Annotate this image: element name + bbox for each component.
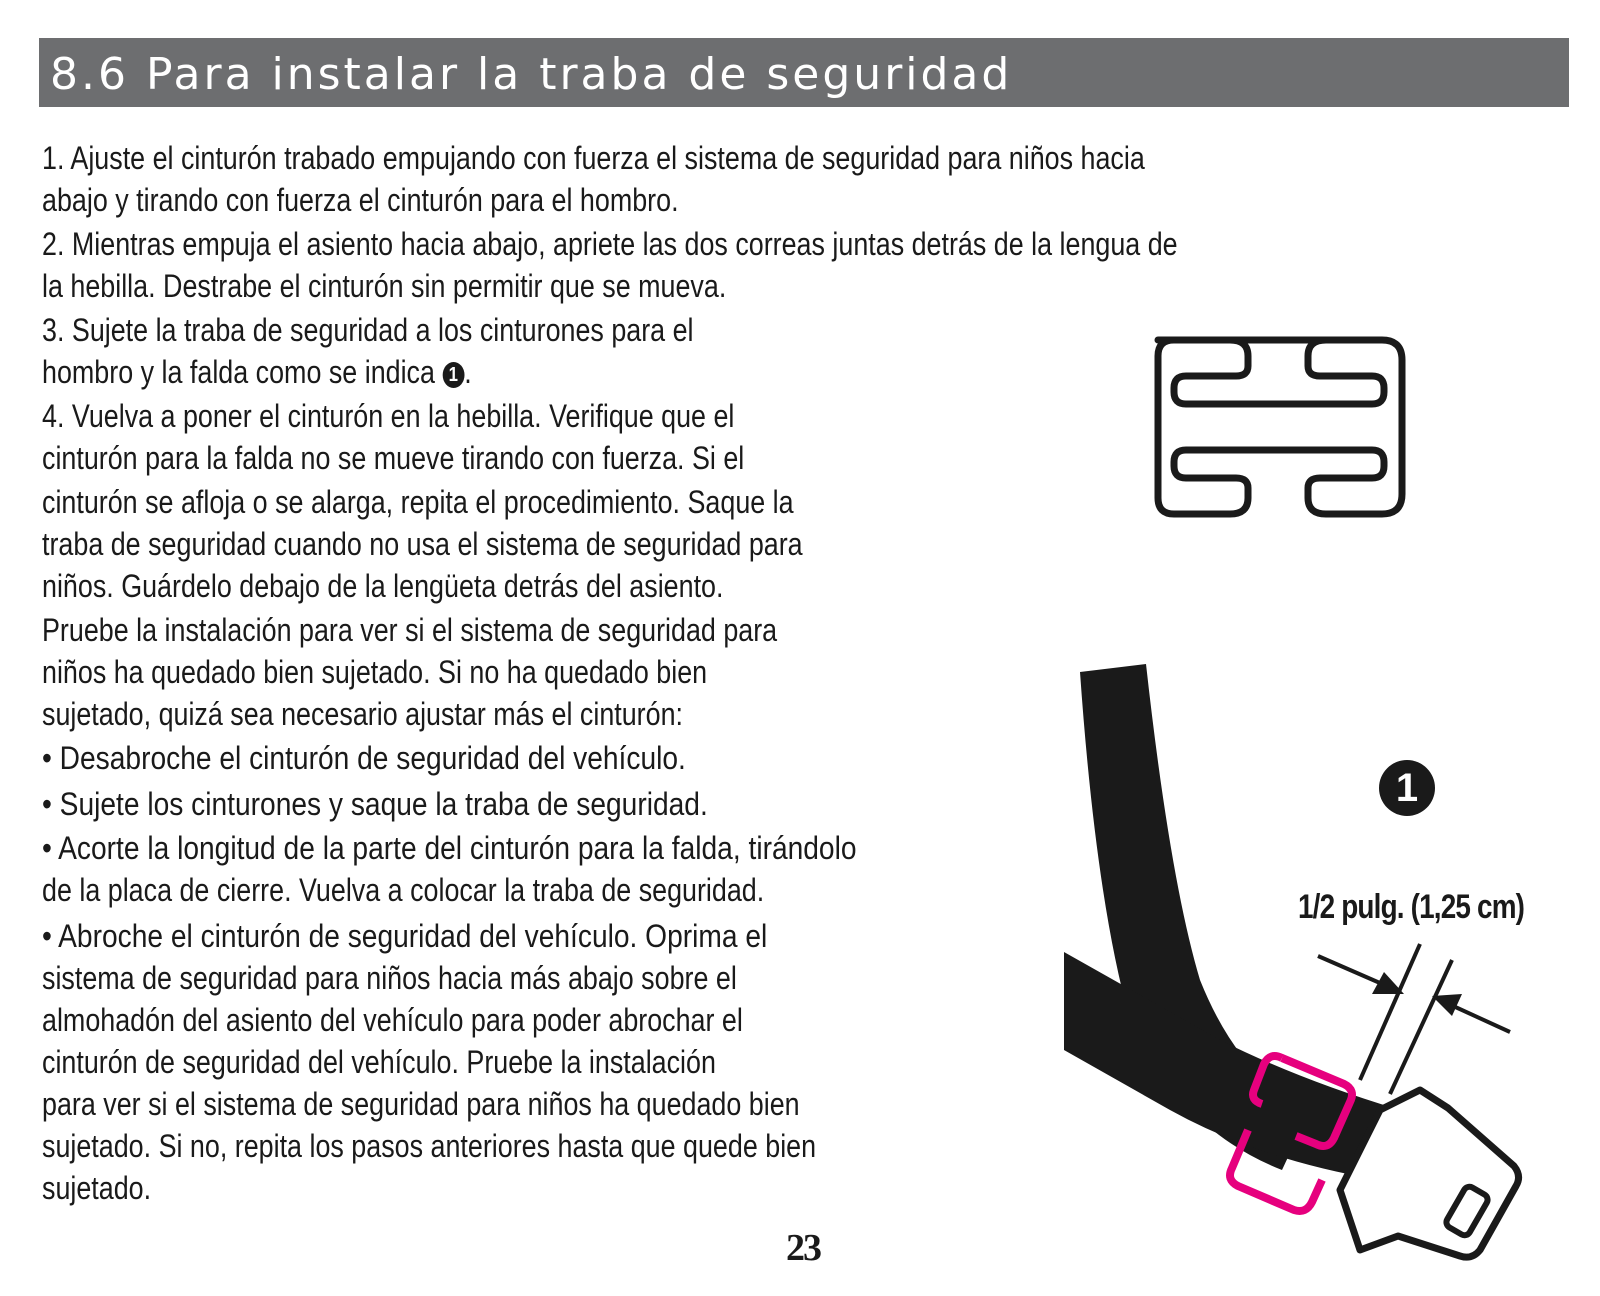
dimension-line bbox=[1390, 960, 1452, 1094]
section-title: 8.6 Para instalar la traba de seguridad bbox=[50, 49, 1013, 100]
text-line: para ver si el sistema de seguridad para niños ha quedado bien bbox=[42, 1086, 800, 1122]
text-line: niños ha quedado bien sujetado. Si no ha quedado bien bbox=[42, 654, 708, 690]
bullet-item: • Abroche el cinturón de seguridad del vehículo. Oprima el bbox=[42, 918, 768, 954]
dimension-label: 1/2 pulg. (1,25 cm) bbox=[1298, 888, 1525, 926]
text-line: almohadón del asiento del vehículo para poder abrochar el bbox=[42, 1002, 743, 1038]
text-line: abajo y tirando con fuerza el cinturón para el hombro. bbox=[42, 182, 679, 218]
text-line: sujetado. Si no, repita los pasos anteriores hasta que quede bien bbox=[42, 1128, 817, 1164]
text-line: 1. Ajuste el cinturón trabado empujando con fuerza el sistema de seguridad para niños hacia bbox=[42, 140, 1145, 176]
text-line: de la placa de cierre. Vuelva a colocar la traba de seguridad. bbox=[42, 872, 765, 908]
line-end-period: . bbox=[464, 354, 472, 390]
text-line: la hebilla. Destrabe el cinturón sin permitir que se mueva. bbox=[42, 268, 727, 304]
text-line: niños. Guárdelo debajo de la lengüeta detrás del asiento. bbox=[42, 568, 724, 604]
locking-clip-icon bbox=[1158, 340, 1402, 514]
bullet-item: • Acorte la longitud de la parte del cinturón para la falda, tirándolo bbox=[42, 830, 857, 866]
text-line: 4. Vuelva a poner el cinturón en la hebilla. Verifique que el bbox=[42, 398, 735, 434]
text-line: 2. Mientras empuja el asiento hacia abajo, apriete las dos correas juntas detrás de la lengua de bbox=[42, 226, 1178, 262]
text-line: sistema de seguridad para niños hacia más abajo sobre el bbox=[42, 960, 737, 996]
text-line: traba de seguridad cuando no usa el sistema de seguridad para bbox=[42, 526, 803, 562]
figure-1-marker-icon: 1 bbox=[442, 362, 464, 388]
dimension-line bbox=[1360, 944, 1420, 1080]
text-line: cinturón para la falda no se mueve tirando con fuerza. Si el bbox=[42, 440, 745, 476]
text-line: Pruebe la instalación para ver si el sistema de seguridad para bbox=[42, 612, 778, 648]
bullet-item: • Sujete los cinturones y saque la traba de seguridad. bbox=[42, 786, 708, 822]
page-number: 23 bbox=[786, 1227, 820, 1269]
lap-belt bbox=[1064, 952, 1400, 1180]
figure-1-marker-icon: 1 bbox=[1379, 760, 1435, 816]
text-line: cinturón de seguridad del vehículo. Pruebe la instalación bbox=[42, 1044, 716, 1080]
text-line: sujetado. bbox=[42, 1170, 152, 1206]
text-line: 3. Sujete la traba de seguridad a los cinturones para el bbox=[42, 312, 694, 348]
text-line: sujetado, quizá sea necesario ajustar más el cinturón: bbox=[42, 696, 683, 732]
text-line: hombro y la falda como se indica bbox=[42, 354, 435, 390]
bullet-item: • Desabroche el cinturón de seguridad del vehículo. bbox=[42, 740, 686, 776]
arrow-head-icon bbox=[1432, 994, 1462, 1016]
text-line: cinturón se afloja o se alarga, repita el procedimiento. Saque la bbox=[42, 484, 794, 520]
